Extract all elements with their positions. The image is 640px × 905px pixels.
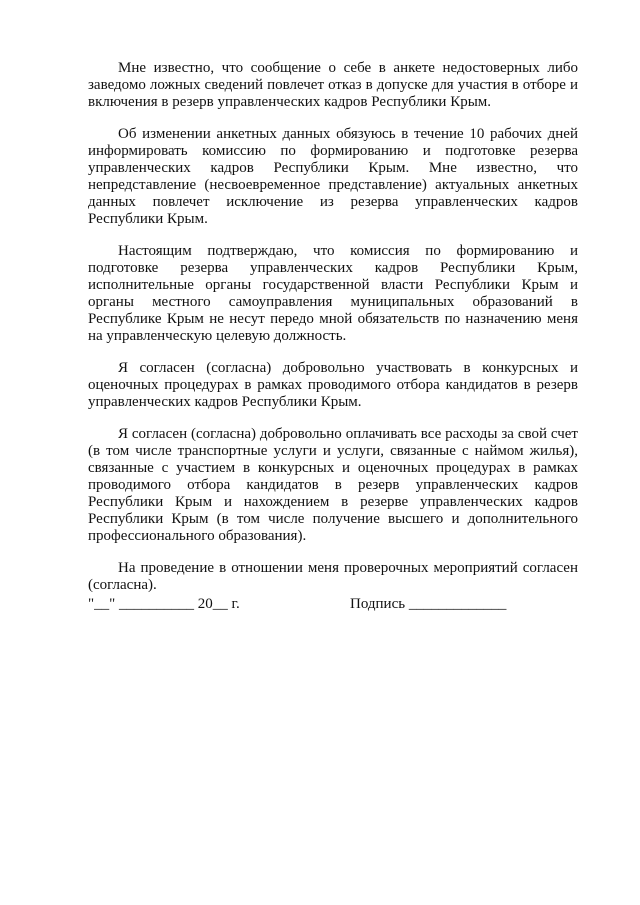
document-body	[88, 60, 578, 609]
date-field: "__" __________ 20__ г.	[88, 596, 240, 612]
paragraph-consent-procedures: Я согласен (согласна) добровольно участвовать в конкурсных и оценочных процедурах в рамках проводимого отбора кандидатов в резерв управленческих кадров Республики Крым.	[88, 360, 578, 410]
signature-line	[88, 596, 578, 616]
paragraph-data-changes: Об изменении анкетных данных обязуюсь в течение 10 рабочих дней информировать комиссию по формированию и подготовке резерва управленческих кадров Республики Крым. Мне известно, что непредставление (несвоевременное представление) актуальных анкетных данных повлечет исключение из резерва управленческих кадров Республики Крым.	[88, 126, 578, 227]
paragraph-consent-expenses: Я согласен (согласна) добровольно оплачивать все расходы за свой счет (в том числе транспортные услуги и услуги, связанные с наймом жилья), связанные с участием в конкурсных и оценочных процедурах в рамках проводимого отбора кандидатов в резерв управленческих кадров Республики Крым и нахождением в резерве управленческих кадров Республики Крым (в том числе получение высшего и дополнительного профессионального образования).	[88, 426, 578, 544]
signature-field: Подпись _____________	[350, 596, 507, 612]
paragraph-consent-checks: На проведение в отношении меня проверочных мероприятий согласен (согласна).	[88, 560, 578, 593]
paragraph-no-obligations: Настоящим подтверждаю, что комиссия по формированию и подготовке резерва управленческих кадров Республики Крым, исполнительные органы государственной власти Республики Крым и органы местного самоуправления муниципальных образований в Республике Крым не несут передо мной обязательств по назначению меня на управленческую целевую должность.	[88, 243, 578, 344]
paragraph-false-info: Мне известно, что сообщение о себе в анкете недостоверных либо заведомо ложных сведений повлечет отказ в допуске для участия в отборе и включения в резерв управленческих кадров Республики Крым.	[88, 60, 578, 110]
